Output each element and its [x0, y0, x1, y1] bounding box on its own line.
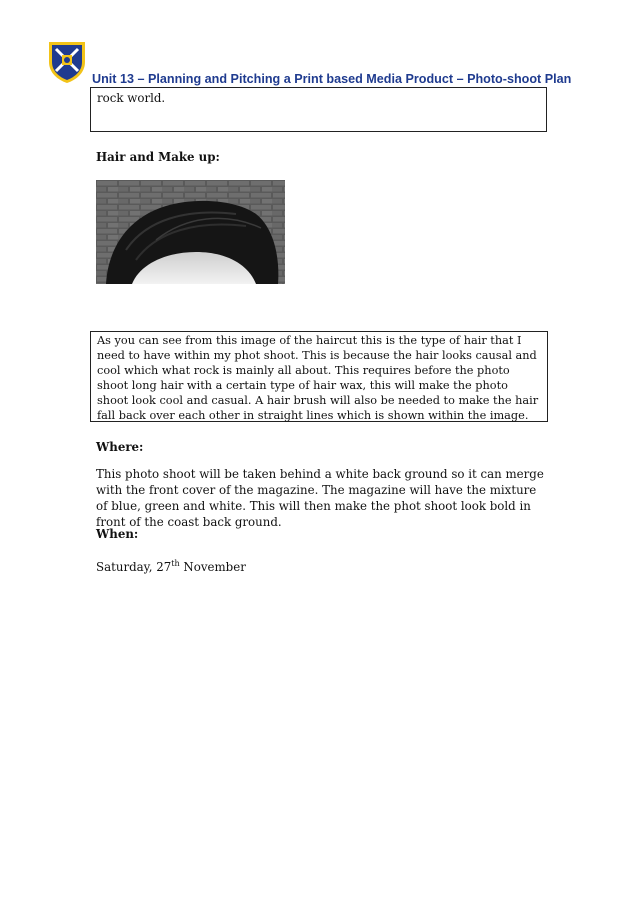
continued-text-box: [90, 87, 547, 132]
hair-makeup-heading: Hair and Make up:: [96, 150, 220, 164]
date-prefix: Saturday, 27: [96, 560, 172, 574]
date-month: November: [179, 560, 246, 574]
date-ordinal-suffix: th: [171, 559, 180, 568]
where-heading: Where:: [96, 440, 144, 454]
when-heading: When:: [96, 527, 139, 541]
haircut-photo: [96, 180, 285, 284]
shoot-date: [96, 556, 546, 575]
continued-text: rock world.: [97, 91, 166, 105]
haircut-description-text: As you can see from this image of the haircut this is the type of hair that I need to have within my phot shoot. This is because the hair looks causal and cool which what rock is mainly all about. This requires before the photo shoot long hair with a certain type of hair wax, this will make the photo shoot look cool and casual. A hair brush will also be needed to make the hair fall back over each other in straight lines which is shown within the image.: [97, 334, 539, 422]
school-crest-logo: [48, 40, 86, 84]
where-paragraph: This photo shoot will be taken behind a white back ground so it can merge with the front cover of the magazine. The magazine will have the mixture of blue, green and white. This will then make the phot shoot look bold in front of the coast back ground.: [96, 467, 544, 529]
document-header-title: Unit 13 – Planning and Pitching a Print based Media Product – Photo-shoot Plan: [92, 72, 572, 86]
haircut-description-box: [90, 331, 548, 422]
